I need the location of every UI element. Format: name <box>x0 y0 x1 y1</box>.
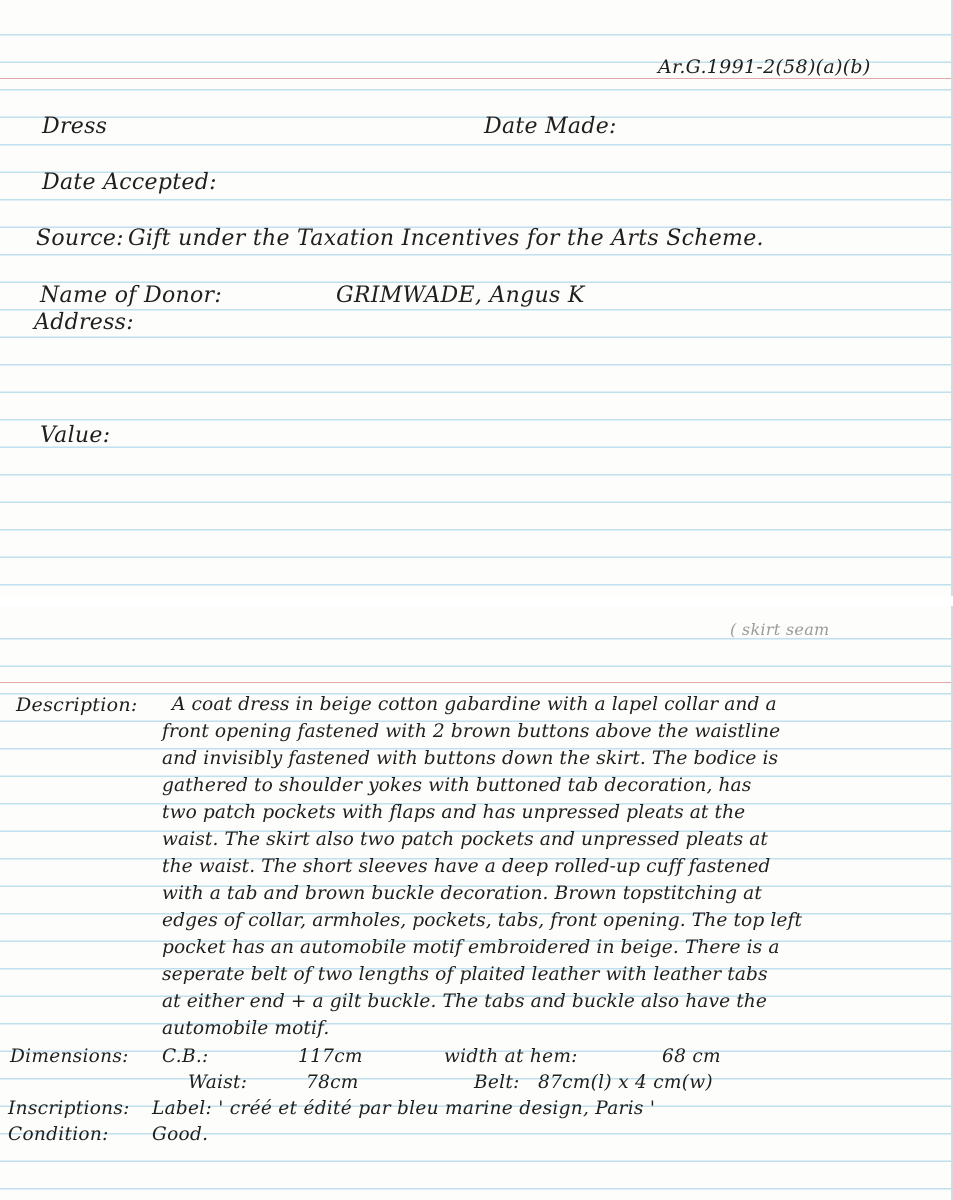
dimension-belt-label: Belt: <box>474 1072 520 1093</box>
address-label: Address: <box>34 310 134 335</box>
date-accepted-label: Date Accepted: <box>42 170 217 195</box>
catalogue-card-front <box>0 0 953 596</box>
description-line: two patch pockets with flaps and has unpressed pleats at the <box>162 802 746 823</box>
dimension-hem-label: width at hem: <box>444 1046 578 1067</box>
source-label: Source: <box>36 226 124 251</box>
inscriptions-value: Label: ' créé et édité par bleu marine design, Paris ' <box>152 1098 656 1119</box>
description-line: A coat dress in beige cotton gabardine with a lapel collar and a <box>172 694 777 715</box>
description-line: automobile motif. <box>162 1018 330 1039</box>
accession-number: Ar.G.1991-2(58)(a)(b) <box>658 56 871 78</box>
dimensions-label: Dimensions: <box>10 1046 129 1067</box>
condition-value: Good. <box>152 1124 209 1145</box>
dimension-belt-value: 87cm(l) x 4 cm(w) <box>538 1072 713 1093</box>
dimension-cb-value: 117cm <box>298 1046 363 1067</box>
description-line: gathered to shoulder yokes with buttoned tab decoration, has <box>162 775 752 796</box>
description-line: and invisibly fastened with buttons down the skirt. The bodice is <box>162 748 779 769</box>
description-line: seperate belt of two lengths of plaited leather with leather tabs <box>162 964 768 985</box>
donor-value: GRIMWADE, Angus K <box>336 283 585 308</box>
dimension-cb-label: C.B.: <box>162 1046 209 1067</box>
dimension-hem-value: 68 cm <box>662 1046 721 1067</box>
description-line: pocket has an automobile motif embroidered in beige. There is a <box>162 937 780 958</box>
dimension-waist-label: Waist: <box>188 1072 248 1093</box>
margin-note: ( skirt seam <box>730 620 830 639</box>
description-line: the waist. The short sleeves have a deep rolled-up cuff fastened <box>162 856 771 877</box>
description-line: with a tab and brown buckle decoration. Brown topstitching at <box>162 883 762 904</box>
dimension-waist-value: 78cm <box>306 1072 359 1093</box>
condition-label: Condition: <box>8 1124 109 1145</box>
date-made-label: Date Made: <box>484 114 617 139</box>
donor-label: Name of Donor: <box>40 283 223 308</box>
header-rule <box>0 78 951 79</box>
description-line: edges of collar, armholes, pockets, tabs, front opening. The top left <box>162 910 803 931</box>
header-rule <box>0 682 951 683</box>
description-line: waist. The skirt also two patch pockets and unpressed pleats at <box>162 829 768 850</box>
object-name: Dress <box>42 114 108 139</box>
description-line: front opening fastened with 2 brown buttons above the waistline <box>162 721 781 742</box>
description-line: at either end + a gilt buckle. The tabs and buckle also have the <box>162 991 767 1012</box>
value-label: Value: <box>40 423 111 448</box>
inscriptions-label: Inscriptions: <box>8 1098 130 1119</box>
catalogue-card-back <box>0 606 953 1200</box>
description-label: Description: <box>16 694 138 716</box>
card-gap <box>0 596 953 606</box>
source-value: Gift under the Taxation Incentives for the Arts Scheme. <box>128 226 764 251</box>
